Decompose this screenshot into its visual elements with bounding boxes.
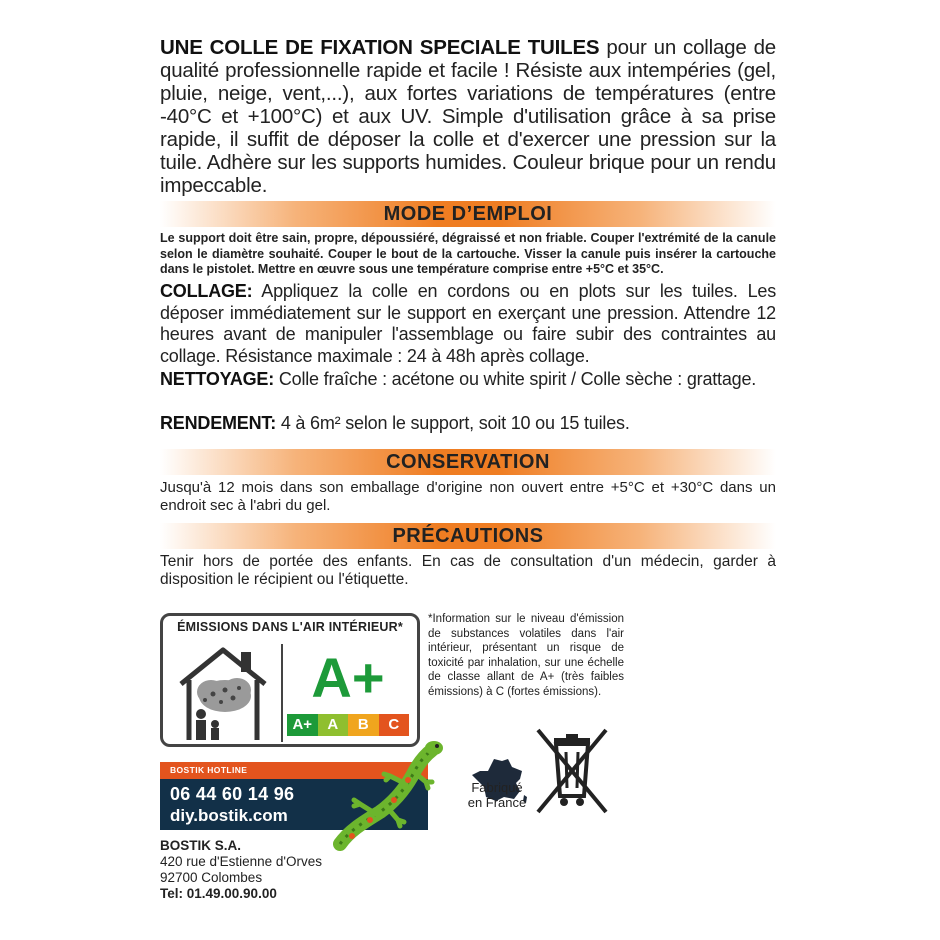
hotline-phone[interactable]: 06 44 60 14 96 (170, 784, 295, 804)
scale-c: C (379, 714, 410, 736)
company-tel: Tel: 01.49.00.90.00 (160, 886, 277, 901)
collage-paragraph: COLLAGE: Appliquez la colle en cordons ou en plots sur les tuiles. Les déposer immédiatement sur le support en exerçant une pression. Attendre 12 heures avant de manipuler l'assemblage ou faire subir des contraintes au collage. Résistance maximale : 24 à 48h après collage. (160, 281, 776, 366)
intro-paragraph (160, 36, 776, 197)
mode-emploi-heading: MODE D’EMPLOI (160, 201, 776, 227)
scale-aplus: A+ (287, 714, 318, 736)
mode-emploi-prep: Le support doit être sain, propre, dépoussiéré, dégraissé et non friable. Couper l'extrémité de la canule selon le diamètre souhaité. Couper le bout de la cartouche. Visser la canule puis insérer la cartouche dans le pistolet. Mettre en œuvre sous une température comprise entre +5°C et 35°C. (160, 231, 776, 276)
scale-b: B (348, 714, 379, 736)
hotline-website[interactable]: diy.bostik.com (170, 806, 288, 825)
scale-a: A (318, 714, 349, 736)
crossed-bin-icon (532, 724, 612, 816)
hotline-label: BOSTIK HOTLINE (160, 762, 428, 779)
intro-lead: UNE COLLE DE FIXATION SPECIALE TUILES (160, 36, 600, 59)
conservation-heading: CONSERVATION (160, 449, 776, 475)
made-in-france-label: Fabriqué en France (467, 780, 527, 810)
company-city: 92700 Colombes (160, 870, 263, 885)
emissions-grade: A+ (311, 646, 385, 709)
precautions-text: Tenir hors de portée des enfants. En cas de consultation d'un médecin, garder à disposition le récipient ou l'étiquette. (160, 553, 776, 588)
company-name: BOSTIK S.A. (160, 838, 242, 853)
gecko-mascot-icon (320, 740, 448, 860)
emissions-scale (287, 714, 409, 736)
emissions-title: ÉMISSIONS DANS L'AIR INTÉRIEUR* (177, 620, 403, 634)
company-address (160, 838, 322, 902)
company-street: 420 rue d'Estienne d'Orves (160, 854, 322, 869)
nettoyage-paragraph: NETTOYAGE: Colle fraîche : acétone ou white spirit / Colle sèche : grattage. (160, 369, 757, 389)
emissions-label (160, 613, 420, 747)
emissions-note: *Information sur le niveau d'émission de substances volatiles dans l'air intérieur, présentant un risque de toxicité par inhalation, sur une échelle de classe allant de A+ (très faibles émissions) à C (fortes émissions). (428, 613, 624, 698)
emissions-grade-panel (281, 644, 413, 742)
conservation-text: Jusqu'à 12 mois dans son emballage d'origine non ouvert entre +5°C et +30°C dans un endroit sec à l'abri du gel. (160, 479, 776, 514)
rendement-paragraph: RENDEMENT: 4 à 6m² selon le support, soit 10 ou 15 tuiles. (160, 413, 630, 433)
intro-text: pour un collage de qualité professionnelle rapide et facile ! Résiste aux intempéries (gel, pluie, neige, vent,...), aux fortes variations de températures (entre -40°C et +100°C) et aux UV. Simple d'utilisation grâce à sa prise rapide, il suffit de déposer la colle et d'exercer une pression sur la tuile. Adhère sur les supports humides. Couleur brique pour un rendu impeccable. (160, 36, 776, 197)
house-family-icon (173, 644, 273, 742)
precautions-heading: PRÉCAUTIONS (160, 523, 776, 549)
